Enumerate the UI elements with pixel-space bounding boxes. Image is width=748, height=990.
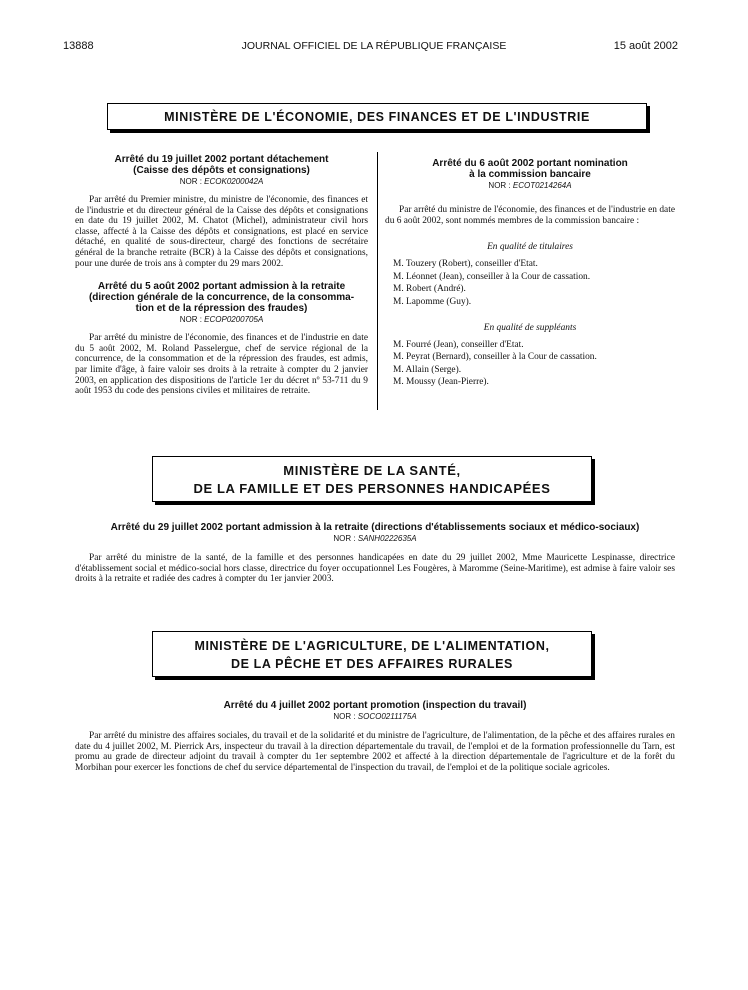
list-item: M. Robert (André). bbox=[393, 284, 466, 295]
ministry-health-title-line2: DE LA FAMILLE ET DES PERSONNES HANDICAPÉES bbox=[193, 481, 551, 496]
ministry-economy-heading bbox=[107, 103, 647, 130]
suppleants-list bbox=[385, 339, 675, 389]
article-nomination-nor: NOR : ECOT0214264A bbox=[488, 181, 572, 190]
article-retraite-ccrf-text: Par arrêté du ministre de l'économie, des finances et de l'industrie en date du 5 août 2002, M. Roland Passelergue, chef de service régional de la concurrence, de la consommation et de la répression des fraudes, est admis, par limite d'âge, à faire valoir ses droits à la retraite à compter du 2 janvier 2003, en application des dispositions de l'article 1er du décret nº 53-711 du 9 août 1953 du code des pensions civiles et militaires de retraite. bbox=[75, 333, 368, 397]
list-item: M. Fourré (Jean), conseiller d'Etat. bbox=[393, 339, 524, 350]
article-nomination-title: Arrêté du 6 août 2002 portant nomination à la commission bancaire bbox=[432, 158, 628, 180]
article-detachement-text: Par arrêté du Premier ministre, du ministre de l'économie, des finances et de l'industrie et du directeur général de la Caisse des dépôts et consignations en date du 19 juillet 2002, M. Chatot (Michel), administrateur civil hors classe, affecté à la Caisse des dépôts et consignations, est placé en service détaché, en qualité de sous-directeur, chargé des fonctions de secrétaire général de la branche retraite (BCR) à la Caisse des dépôts et consignations, pour une durée de trois ans à compter du 29 mars 2002. bbox=[75, 195, 368, 269]
list-item: M. Moussy (Jean-Pierre). bbox=[393, 377, 489, 388]
article-nomination-text: Par arrêté du ministre de l'économie, des finances et de l'industrie en date du 6 août 2002, sont nommés membres de la commission bancaire : bbox=[385, 205, 675, 226]
article-promotion-text: Par arrêté du ministre des affaires sociales, du travail et de la solidarité et du ministre de l'agriculture, de l'alimentation, de la pêche et des affaires rurales en date du 4 juillet 2002, M. Pierrick Ars, inspecteur du travail à la direction départementale du travail, de l'emploi et de la formation professionnelle du Tarn, est promu au grade de directeur adjoint du travail à compter du 1er septembre 2002 et affecté à la direction départementale de l'agriculture et de la forêt du Morbihan pour exercer les fonctions de chef du service départemental de l'inspection du travail, de l'emploi et de la politique sociale agricoles. bbox=[75, 731, 675, 773]
article-retraite-sante-text: Par arrêté du ministre de la santé, de la famille et des personnes handicapées en date du 29 juillet 2002, Mme Mauricette Lespinasse, directrice d'établissement social et médico-social hors classe, directrice du foyer occupationnel Les Fougères, à Maromme (Seine-Maritime), est admise à faire valoir ses droits à la retraite et radiée des cadres à compter du 1er janvier 2003. bbox=[75, 553, 675, 585]
titulaires-list bbox=[385, 258, 675, 308]
article-retraite-ccrf-title: Arrêté du 5 août 2002 portant admission à la retraite (direction générale de la concurrence, de la consomma- tion et de la répression des fraudes) bbox=[88, 281, 355, 315]
ministry-agriculture-title-line1: MINISTÈRE DE L'AGRICULTURE, DE L'ALIMENTATION, bbox=[194, 639, 550, 653]
agriculture-article bbox=[75, 700, 675, 773]
health-article bbox=[75, 522, 675, 585]
article-retraite-ccrf-nor: NOR : ECOP0200705A bbox=[179, 315, 264, 325]
ministry-health-heading bbox=[152, 456, 592, 502]
titulaires-heading: En qualité de titulaires bbox=[487, 242, 573, 253]
journal-title: JOURNAL OFFICIEL DE LA RÉPUBLIQUE FRANÇAISE bbox=[241, 40, 507, 52]
page-number: 13888 bbox=[63, 40, 94, 52]
ministry-agriculture-title-line2: DE LA PÊCHE ET DES AFFAIRES RURALES bbox=[231, 657, 513, 671]
list-item: M. Lapomme (Guy). bbox=[393, 296, 472, 307]
article-detachement-title: Arrêté du 19 juillet 2002 portant détachement (Caisse des dépôts et consignations) bbox=[114, 154, 329, 176]
issue-date: 15 août 2002 bbox=[613, 40, 678, 52]
article-promotion-nor: NOR : SOCO0211175A bbox=[333, 712, 417, 721]
list-item: M. Peyrat (Bernard), conseiller à la Cour de cassation. bbox=[393, 352, 597, 363]
ministry-health-title-line1: MINISTÈRE DE LA SANTÉ, bbox=[283, 463, 461, 478]
article-promotion-title: Arrêté du 4 juillet 2002 portant promotion (inspection du travail) bbox=[223, 700, 527, 711]
left-column bbox=[75, 154, 368, 397]
right-column bbox=[385, 158, 675, 389]
article-retraite-sante-nor: NOR : SANH0222635A bbox=[333, 534, 417, 543]
list-item: M. Léonnet (Jean), conseiller à la Cour de cassation. bbox=[393, 271, 591, 282]
list-item: M. Touzery (Robert), conseiller d'Etat. bbox=[393, 259, 538, 270]
ministry-agriculture-heading bbox=[152, 631, 592, 677]
column-divider bbox=[377, 152, 378, 410]
article-retraite-sante-title: Arrêté du 29 juillet 2002 portant admission à la retraite (directions d'établissements sociaux et médico-sociaux) bbox=[110, 522, 640, 533]
suppleants-heading: En qualité de suppléants bbox=[483, 322, 577, 333]
ministry-economy-title: MINISTÈRE DE L'ÉCONOMIE, DES FINANCES ET DE L'INDUSTRIE bbox=[164, 110, 590, 124]
article-detachement-nor: NOR : ECOK0200042A bbox=[179, 177, 264, 186]
list-item: M. Allain (Serge). bbox=[393, 364, 462, 375]
